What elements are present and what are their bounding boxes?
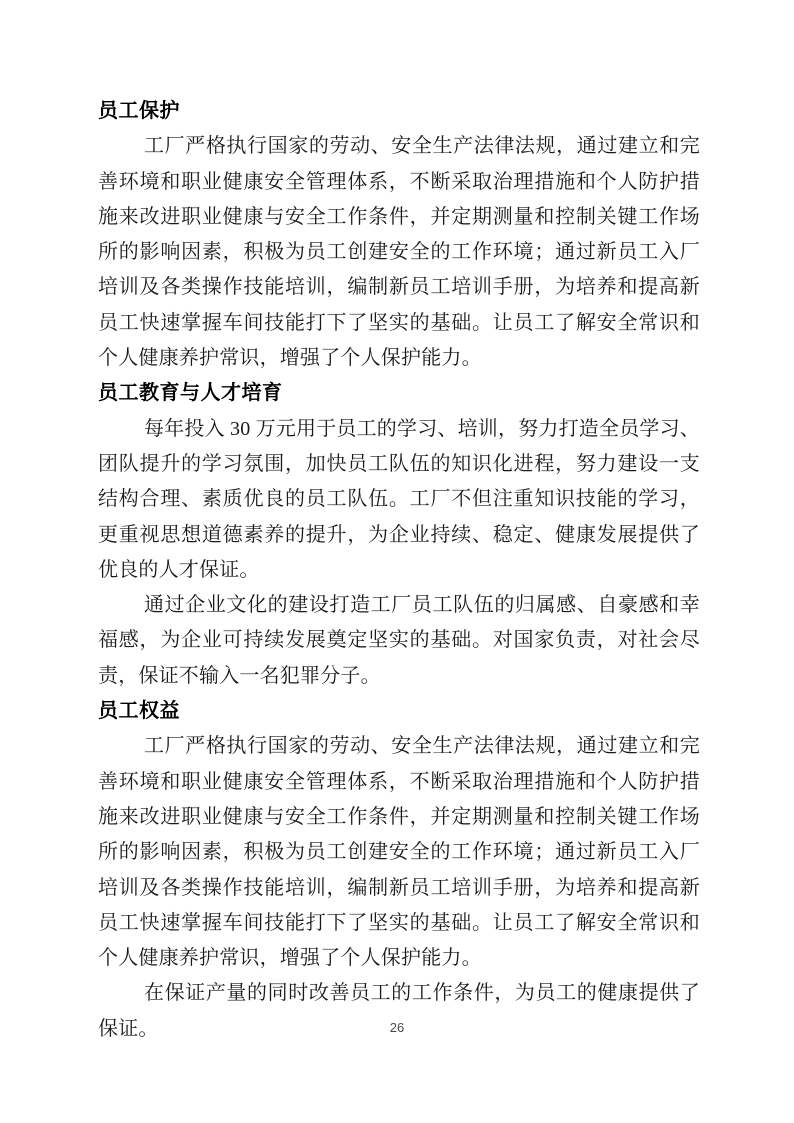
paragraph-employee-protection-1: 工厂严格执行国家的劳动、安全生产法律法规，通过建立和完善环境和职业健康安全管理体系，不断采取治理措施和个人防护措施来改进职业健康与安全工作条件，并定期测量和控制关键工作场所的影响因素，积极为员工创建安全的工作环境；通过新员工入厂培训及各类操作技能培训，编制新员工培训手册，为培养和提高新员工快速掌握车间技能打下了坚实的基础。让员工了解安全常识和个人健康养护常识，增强了个人保护能力。: [98, 135, 700, 370]
document-content: [98, 94, 700, 1047]
paragraph-employee-rights-2: 在保证产量的同时改善员工的工作条件，为员工的健康提供了保证。: [98, 982, 700, 1040]
section-heading-employee-rights: 员工权益: [98, 700, 180, 723]
section-heading-employee-education: 员工教育与人才培育: [98, 382, 283, 405]
page-number: 26: [389, 1020, 405, 1035]
section-heading-employee-protection: 员工保护: [98, 100, 180, 122]
paragraph-employee-education-1: 每年投入 30 万元用于员工的学习、培训，努力打造全员学习、团队提升的学习氛围，加快员工队伍的知识化进程，努力建设一支结构合理、素质优良的员工队伍。工厂不但注重知识技能的学习，更重视思想道德素养的提升，为企业持续、稳定、健康发展提供了优良的人才保证。: [98, 417, 700, 581]
paragraph-employee-education-2: 通过企业文化的建设打造工厂员工队伍的归属感、自豪感和幸福感，为企业可持续发展奠定坚实的基础。对国家负责，对社会尽责，保证不输入一名犯罪分子。: [98, 594, 700, 687]
paragraph-employee-rights-1: 工厂严格执行国家的劳动、安全生产法律法规，通过建立和完善环境和职业健康安全管理体系，不断采取治理措施和个人防护措施来改进职业健康与安全工作条件，并定期测量和控制关键工作场所的影响因素，积极为员工创建安全的工作环境；通过新员工入厂培训及各类操作技能培训，编制新员工培训手册，为培养和提高新员工快速掌握车间技能打下了坚实的基础。让员工了解安全常识和个人健康养护常识，增强了个人保护能力。: [98, 735, 700, 970]
